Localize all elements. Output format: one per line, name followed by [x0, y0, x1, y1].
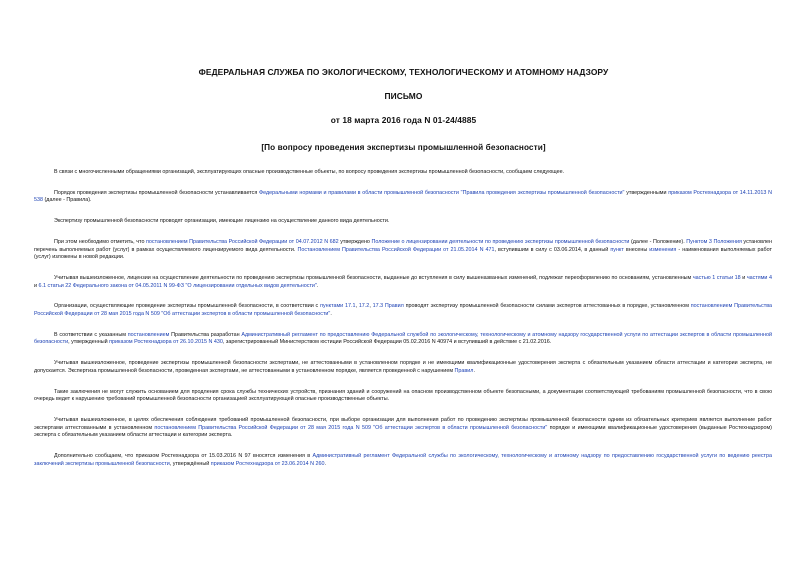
text: и	[740, 274, 747, 281]
link-licensing-regulation[interactable]: Положение о лицензировании деятельности по проведению экспертизы промышленной безопасности	[371, 238, 630, 245]
link-point-17-3[interactable]: 17.3 Правил	[372, 303, 404, 310]
paragraph-10	[34, 417, 772, 440]
paragraph-1	[34, 169, 772, 177]
text: (далее - Положение).	[629, 238, 687, 245]
text: внесены	[623, 246, 650, 253]
link-parts-4[interactable]: частями 4	[746, 274, 772, 281]
paragraph-8	[34, 360, 772, 375]
doc-date-number: от 18 марта 2016 года N 01-24/4885	[330, 115, 477, 125]
link-order-260[interactable]: приказом Ростехнадзора от 23.06.2014 N 260	[210, 460, 325, 467]
text: В соответствии с указанным	[54, 331, 128, 338]
text: , утверждённый	[169, 460, 211, 467]
text: .	[473, 367, 475, 374]
link-resolution[interactable]: постановлением	[127, 331, 170, 338]
text: .	[316, 282, 319, 289]
doc-subject: [По вопросу проведения экспертизы промышленной безопасности]	[261, 143, 546, 152]
paragraph-7	[34, 332, 772, 347]
agency-title: ФЕДЕРАЛЬНАЯ СЛУЖБА ПО ЭКОЛОГИЧЕСКОМУ, ТЕХНОЛОГИЧЕСКОМУ И АТОМНОМУ НАДЗОРУ	[198, 67, 609, 77]
paragraph-11	[34, 453, 772, 468]
text: (далее - Правила).	[43, 197, 92, 204]
text: .	[324, 460, 327, 467]
text: , утвержденный	[68, 339, 110, 346]
text: ,	[369, 303, 373, 310]
link-order-538[interactable]: приказом Ростехнадзора от 14.11.2013 N 538	[34, 189, 772, 204]
text: установлен перечень выполняемых работ (услуг) в рамках осуществляемого лицензируемого вида деятельности.	[34, 238, 773, 253]
text: порядке и имеющими квалификационные удостоверения (выданные Ростехнадзором) эксперта с обязательным указанием области аттестации и категории эксперта.	[34, 424, 772, 439]
text: В связи с многочисленными обращениями организаций, эксплуатирующих опасные производственные объекты, по вопросу проведения экспертизы промышленной безопасности, сообщаем следующее.	[54, 169, 565, 175]
text: , вступившим в силу с 03.06.2014, в данный	[494, 246, 611, 253]
text: Организации, осуществляющие проведение экспертизы промышленной безопасности, в соответствии с	[54, 303, 321, 310]
link-resolution-471[interactable]: Постановлением Правительства Российской Федерации от 21.05.2014 N 471	[297, 246, 495, 253]
document-body	[34, 169, 772, 468]
text: Порядок проведения экспертизы промышленной безопасности устанавливается	[54, 189, 260, 196]
text: Учитывая вышеизложенное, лицензии на осуществление деятельности по проведению экспертизы промышленной безопасности, выданные до вступления в силу вышеназванных изменений, подлежат переоформлению по основаниям, установленным	[54, 274, 693, 281]
paragraph-9	[34, 389, 772, 404]
link-article-18[interactable]: частью 1 статьи 18	[692, 274, 741, 281]
link-point[interactable]: пункт	[610, 246, 624, 253]
paragraph-5	[34, 275, 772, 290]
text: и	[34, 282, 39, 289]
text: Такие заключения не могут служить основанием для продления срока службы технических устройств, признания зданий и сооружений на опасном производственном объекте безопасными, а документации соответствующей требованиям промышленной безопасности, что в свою очередь ведет к нарушению требований промышленной безопасности организацией эксплуатирующей опасные производственные объекты.	[34, 388, 772, 403]
link-point-17-1[interactable]: пунктами 17.1	[320, 303, 356, 310]
text: При этом необходимо отметить, что	[54, 238, 146, 245]
link-resolution-509[interactable]: постановлением Правительства Российской Федерации от 28 мая 2015 года N 509 "Об аттестации экспертов в области промышленной безопасности"	[34, 303, 773, 318]
link-changes[interactable]: изменения	[649, 246, 677, 253]
text: Дополнительно сообщаем, что приказом Ростехнадзора от 15.03.2016 N 97 вносятся изменения в	[54, 453, 313, 460]
link-rules[interactable]: Правил	[454, 367, 474, 374]
text: проводят экспертизу промышленной безопасности силами экспертов аттестованных в порядке, установленном	[403, 303, 691, 310]
paragraph-4	[34, 239, 772, 262]
text: утверждено	[338, 238, 372, 245]
link-law-99fz[interactable]: 6.1 статьи 22 Федерального закона от 04.05.2011 N 99-ФЗ "О лицензировании отдельных видов деятельности"	[38, 282, 317, 289]
link-order-430[interactable]: приказом Ростехнадзора от 26.10.2015 N 430	[109, 339, 223, 346]
text: утвержденными	[624, 189, 669, 196]
text: Учитывая вышеизложенное, проведение экспертизы промышленной безопасности экспертами, не аттестованными в установленном порядке и не имеющими квалификационные удостоверения эксперта с обязательным указанием области аттестации и категории эксперта, не допускается. Экспертиза промышленной безопасности, проведенная экспертами, не аттестованными в установленном порядке, является проведенной с нарушением	[34, 360, 772, 374]
text: .	[330, 311, 332, 318]
link-admin-regulation-registry[interactable]: Административный регламент Федеральной службы по экологическому, технологическому и атомному надзору по предоставлению государственной услуги по ведению реестра заключений экспертизы промышленной безопасности	[34, 453, 772, 467]
link-resolution-682[interactable]: постановлением Правительства Российской Федерации от 04.07.2012 N 682	[146, 238, 339, 245]
paragraph-3	[34, 218, 772, 226]
text: Экспертизу промышленной безопасности проводят организации, имеющие лицензию на осуществление данного вида деятельности.	[54, 218, 390, 225]
text: - наименования выполняемых работ (услуг) изложены в новой редакции.	[34, 246, 772, 261]
paragraph-6	[34, 303, 772, 318]
doc-type: ПИСЬМО	[384, 91, 423, 101]
link-fnp-rules[interactable]: Федеральными нормами и правилами в области промышленной безопасности "Правила проведения экспертизы промышленной безопасности"	[259, 189, 625, 196]
text: Правительства разработан	[169, 331, 242, 338]
link-point-3[interactable]: Пунктом 3 Положения	[686, 238, 742, 245]
link-point-17-2[interactable]: 17.2	[358, 303, 370, 310]
text: Учитывая вышеизложенное, в целях обеспечения соблюдения требований промышленной безопасности, при выборе организации для выполнения работ по проведению экспертизы промышленной безопасности одним из обязательных критериев является выполнение работ экспертами аттестованными в установленном	[34, 416, 772, 431]
paragraph-2	[34, 190, 772, 205]
link-admin-regulation-attestation[interactable]: Административный регламент по предоставлению Федеральной службой по экологическому, технологическому и атомному надзору государственной услуги по аттестации экспертов в области промышленной безопасности	[34, 331, 772, 346]
text: ,	[355, 303, 359, 310]
text: , зарегистрированный Министерством юстиции Российской Федерации 05.02.2016 N 40974 и вступивший в действие с 21.02.2016.	[222, 339, 552, 346]
link-resolution-509-b[interactable]: постановлением Правительства Российской Федерации от 28 мая 2015 года N 509 "Об аттестации экспертов в области промышленной безопасности"	[154, 424, 548, 431]
